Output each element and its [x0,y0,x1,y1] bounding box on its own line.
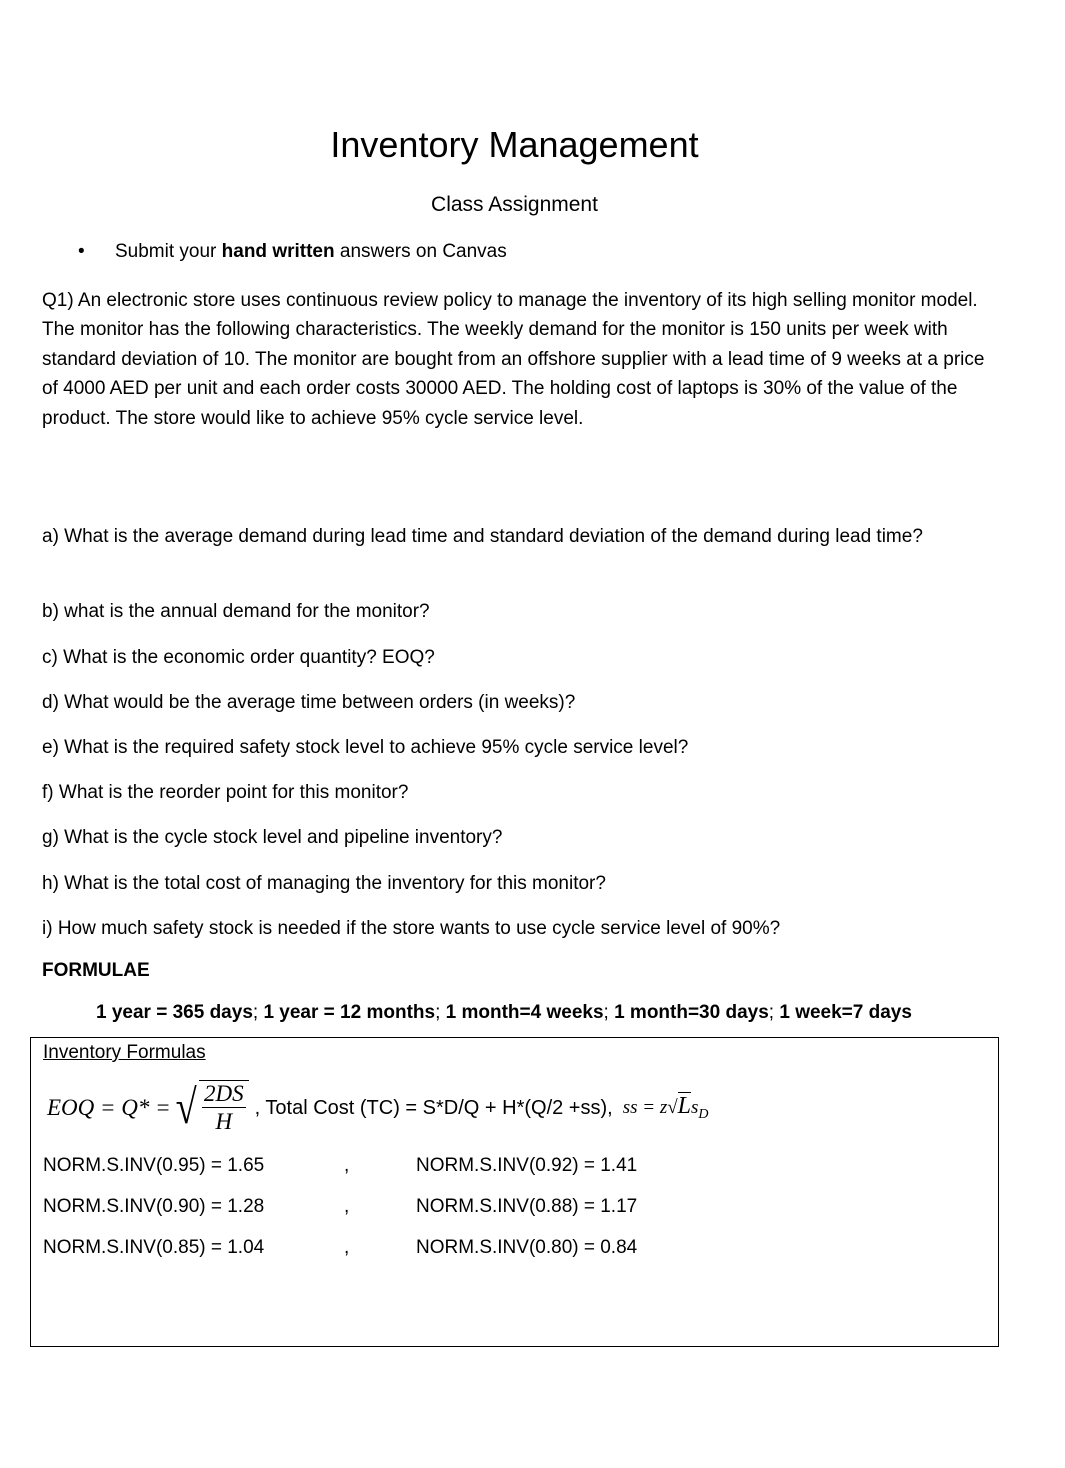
subquestion-f: f) What is the reorder point for this monitor? [42,782,409,803]
subquestion-e: e) What is the required safety stock level to achieve 95% cycle service level? [42,737,689,758]
conversion-year-months: 1 year = 12 months [263,1002,436,1023]
norm-separator-3: , [344,1237,350,1258]
eoq-lhs: EOQ = Q* = [47,1095,171,1120]
subquestion-a: a) What is the average demand during lead time and standard deviation of the demand during lead time? [42,526,923,547]
formula-box [30,1037,999,1347]
conversion-year-days: 1 year = 365 days [96,1002,253,1023]
total-cost-formula: , Total Cost (TC) = S*D/Q + H*(Q/2 +ss), [254,1096,613,1119]
bullet-icon: • [78,241,85,262]
instruction-suffix: answers on Canvas [334,241,507,262]
norm-right-1: NORM.S.INV(0.92) = 1.41 [416,1155,638,1176]
unit-conversions: 1 year = 365 days; 1 year = 12 months; 1 month=4 weeks; 1 month=30 days; 1 week=7 days [96,1002,912,1023]
eoq-numerator: 2DS [204,1081,244,1106]
conversion-month-days: 1 month=30 days [614,1002,769,1023]
eoq-fraction [199,1080,249,1136]
instruction-prefix: Submit your [115,241,222,262]
ss-prefix: ss = z√ [622,1097,678,1119]
eoq-formula-line [47,1078,709,1138]
instruction-bullet [78,241,507,263]
norm-left-3: NORM.S.INV(0.85) = 1.04 [43,1237,265,1258]
sqrt-icon: √ [175,1081,197,1134]
ss-lead-time: L [677,1093,691,1120]
subquestion-c: c) What is the economic order quantity? EOQ? [42,647,435,668]
norm-separator-1: , [344,1155,350,1176]
page-title: Inventory Management [330,124,699,165]
formulae-heading: FORMULAE [42,960,150,981]
ss-subscript: D [698,1106,709,1122]
norm-separator-2: , [344,1196,350,1217]
question-text: Q1) An electronic store uses continuous review policy to manage the inventory of its high selling monitor model. The monitor has the following characteristics. The weekly demand for the monitor is 150 units per week with standard deviation of 10. The monitor are bought from an offshore supplier with a lead time of 9 weeks at a price of 4000 AED per unit and each order costs 30000 AED. The holding cost of laptops is 30% of the value of the product. The store would like to achieve 95% cycle service level. [42,290,985,429]
subquestion-i: i) How much safety stock is needed if the store wants to use cycle service level of 90%? [42,918,781,939]
subquestion-b: b) what is the annual demand for the monitor? [42,601,430,622]
norm-left-1: NORM.S.INV(0.95) = 1.65 [43,1155,265,1176]
eoq-denominator: H [215,1109,233,1134]
page-subtitle: Class Assignment [431,193,598,216]
subquestion-h: h) What is the total cost of managing the inventory for this monitor? [42,873,606,894]
subquestion-g: g) What is the cycle stock level and pipeline inventory? [42,827,503,848]
norm-right-2: NORM.S.INV(0.88) = 1.17 [416,1196,638,1217]
instruction-bold: hand written [221,241,335,262]
formula-box-title: Inventory Formulas [43,1042,206,1063]
norm-right-3: NORM.S.INV(0.80) = 0.84 [416,1237,638,1258]
safety-stock-formula [623,1093,709,1123]
eoq-sqrt [173,1080,249,1136]
conversion-month-weeks: 1 month=4 weeks [445,1002,604,1023]
norm-left-2: NORM.S.INV(0.90) = 1.28 [43,1196,265,1217]
conversion-week-days: 1 week=7 days [779,1002,912,1023]
subquestion-d: d) What would be the average time between orders (in weeks)? [42,692,576,713]
ss-sigma: s [691,1097,699,1119]
